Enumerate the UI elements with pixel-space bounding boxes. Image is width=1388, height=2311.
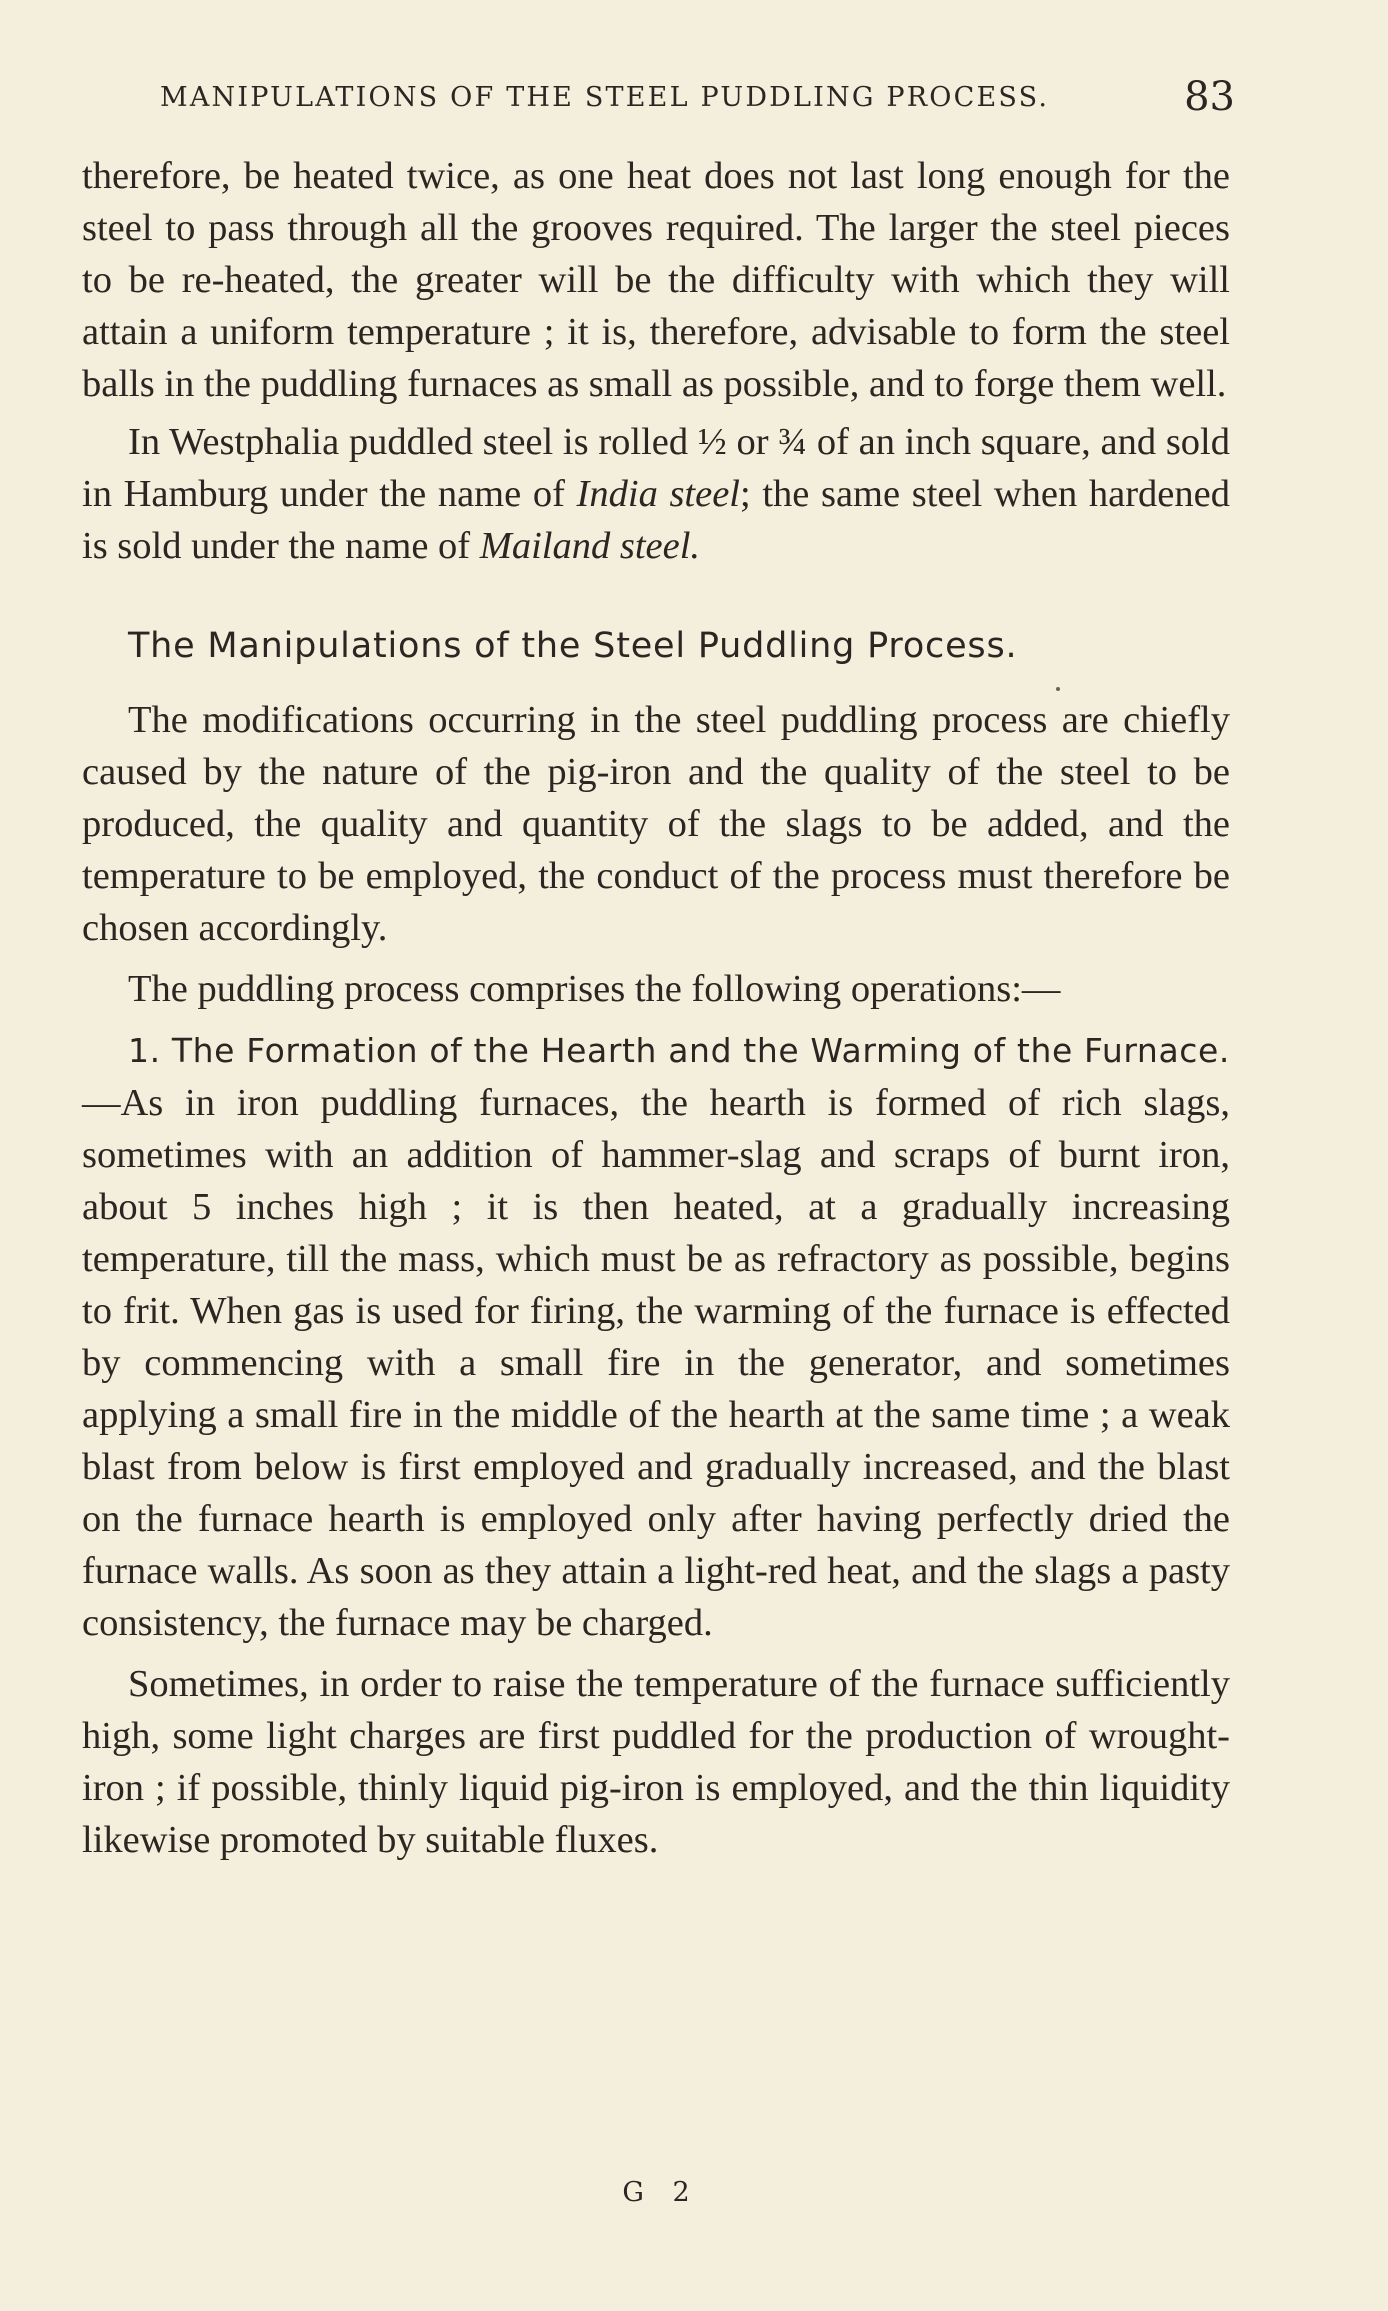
section-heading: The Manipulations of the Steel Puddling Process.: [128, 626, 1018, 666]
mailand-steel-term: Mailand steel.: [479, 525, 701, 567]
ink-speck: [1056, 687, 1060, 691]
running-title: MANIPULATIONS OF THE STEEL PUDDLING PROCESS.: [160, 82, 1050, 113]
body-text: [82, 150, 1230, 1866]
signature-mark: G 2: [622, 2177, 700, 2208]
paragraph-light-charges: Sometimes, in order to raise the temperature of the furnace sufficiently high, some light charges are first puddled for the production of wrought-iron ; if possible, thinly liquid pig-iron is employed, and the thin liquidity likewise promoted by suitable fluxes.: [82, 1663, 1230, 1861]
hearth-text: —As in iron puddling furnaces, the hearth is formed of rich slags, sometimes with an addition of hammer-slag and scraps of burnt iron, about 5 inches high ; it is then heated, at a gradually increasing temperature, till the mass, which must be as refractory as possible, begins to frit. When gas is used for firing, the warming of the furnace is effected by commencing with a small fire in the generator, and sometimes applying a small fire in the middle of the hearth at the same time ; a weak blast from below is first employed and gradually increased, and the blast on the furnace hearth is employed only after having perfectly dried the furnace walls. As soon as they attain a light-red heat, and the slags a pasty consistency, the furnace may be charged.: [82, 1082, 1230, 1644]
india-steel-term: India steel: [576, 473, 740, 515]
page-number: 83: [1184, 74, 1235, 120]
westphalia-text-1: In Westphalia puddled steel is rolled ½ or ¾ of an inch square, and sold in Hamburg under the name of: [82, 421, 1230, 515]
running-header: [160, 70, 1235, 130]
paragraph-continued: therefore, be heated twice, as one heat does not last long enough for the steel to pass through all the grooves required. The larger the steel pieces to be re-heated, the greater will be the difficulty with which they will attain a uniform temperature ; it is, therefore, advisable to form the steel balls in the puddling furnaces as small as possible, and to forge them well.: [82, 155, 1230, 405]
paragraph-hearth-formation: [82, 1024, 1230, 1649]
paragraph-modifications: The modifications occurring in the steel puddling process are chiefly caused by the nature of the pig-iron and the quality of the steel to be produced, the quality and quantity of the slags to be added, and the temperature to be employed, the conduct of the process must therefore be chosen accordingly.: [82, 699, 1230, 949]
paragraph-operations-intro: The puddling process comprises the following operations:—: [128, 968, 1061, 1010]
westphalia-text-2: ; the same steel when hardened is sold under the name of: [82, 473, 1230, 567]
paragraph-westphalia: [82, 416, 1230, 572]
hearth-subheading: 1. The Formation of the Hearth and the Warming of the Furnace.: [128, 1031, 1230, 1070]
